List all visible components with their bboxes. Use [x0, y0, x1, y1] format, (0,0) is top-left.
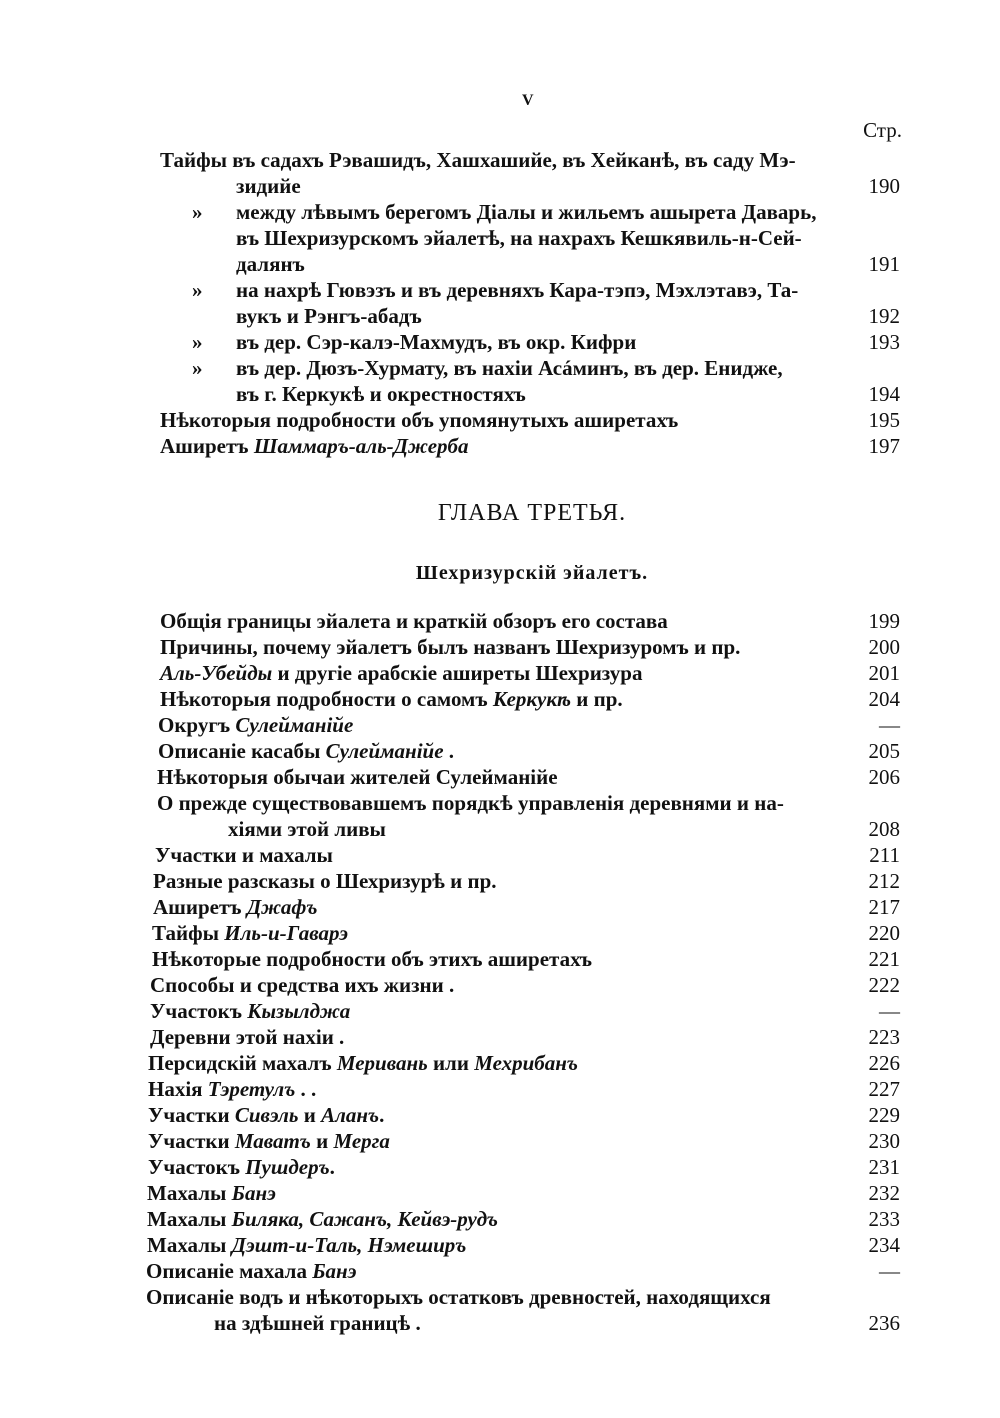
section-title: Шехризурскій эйалетъ.	[415, 562, 649, 584]
toc-entry-suffix: и пр.	[571, 687, 623, 711]
toc-entry-text: Деревни этой нахіи .	[150, 1025, 345, 1049]
toc-entry-text: Нѣкоторыя подробности объ упомянутыхъ аширетахъ	[160, 408, 679, 432]
toc-entry-text: Нѣкоторые подробности объ этихъ аширетахъ	[152, 947, 593, 971]
toc-entry-text: Общія границы эйалета и краткій обзоръ его состава	[160, 609, 668, 633]
toc-entry-page: 232	[868, 1181, 900, 1205]
toc-entry-page: 204	[868, 687, 900, 711]
toc-entry-text	[158, 738, 454, 764]
toc-entry-prefix: Махалы	[147, 1207, 232, 1231]
ditto-mark: »	[192, 200, 203, 224]
toc-entry-italic: Тэретулъ	[207, 1077, 296, 1101]
toc-entry-prefix: Аширетъ	[153, 895, 247, 919]
toc-entry-page: —	[879, 999, 900, 1023]
toc-entry-prefix: Персидскій махалъ	[148, 1051, 337, 1075]
toc-entry-prefix: Тайфы	[152, 921, 225, 945]
toc-entry-page: —	[879, 1259, 900, 1283]
toc-entry-text: Тайфы въ садахъ Рэвашидъ, Хашхашийе, въ Хейканѣ, въ саду Мэ-	[160, 148, 796, 172]
toc-entry-prefix: Нѣкоторыя подробности о самомъ	[160, 687, 493, 711]
ditto-mark: »	[192, 278, 203, 302]
toc-entry-suffix: и другіе арабскіе аширеты Шехризура	[272, 661, 643, 685]
toc-entry-text: далянъ	[236, 252, 305, 276]
toc-entry-prefix: Описаніе махала	[146, 1259, 313, 1283]
toc-entry-page: 234	[868, 1233, 900, 1257]
toc-entry-text	[148, 1050, 578, 1076]
ditto-mark: »	[192, 356, 203, 380]
toc-entry-page: 212	[868, 869, 900, 893]
ditto-mark: »	[192, 330, 203, 354]
toc-entry-prefix: Участокъ	[148, 1155, 246, 1179]
toc-entry-suffix: .	[443, 739, 455, 763]
toc-entry-italic: Аланъ	[321, 1103, 380, 1127]
toc-entry-prefix: Махалы	[147, 1233, 232, 1257]
toc-entry-italic: Банэ	[231, 1181, 276, 1205]
toc-entry-page: 223	[868, 1025, 900, 1049]
chapter-title: ГЛАВА ТРЕТЬЯ.	[437, 500, 627, 526]
toc-entry-page: 199	[868, 609, 900, 633]
toc-entry-prefix: Округъ	[158, 713, 236, 737]
toc-entry-italic: Биляка, Сажанъ, Кейвэ-рудъ	[231, 1207, 498, 1231]
toc-entry-page: 231	[868, 1155, 900, 1179]
toc-entry-italic: Пушдеръ	[245, 1155, 330, 1179]
toc-entry-italic: Мехрибанъ	[474, 1051, 578, 1075]
toc-entry-italic: Банэ	[312, 1259, 357, 1283]
toc-entry-text: зидийе	[236, 174, 301, 198]
toc-entry-text	[153, 894, 317, 920]
toc-entry-text: О прежде существовавшемъ порядкѣ управленія деревнями и на-	[157, 791, 784, 815]
toc-entry-page: 217	[868, 895, 900, 919]
toc-entry-text: на здѣшней границѣ .	[214, 1311, 421, 1335]
toc-entry-page: 226	[868, 1051, 900, 1075]
toc-entry-prefix: Описаніе касабы	[158, 739, 326, 763]
toc-entry-page: 201	[868, 661, 900, 685]
toc-entry-page: 221	[868, 947, 900, 971]
toc-entry-prefix: Нахія	[148, 1077, 208, 1101]
toc-entry-text: Участки и махалы	[155, 843, 333, 867]
toc-entry-text	[148, 1128, 390, 1154]
page-folio: V	[522, 92, 534, 109]
toc-entry-page: 205	[868, 739, 900, 763]
toc-entry-text	[147, 1180, 276, 1206]
toc-entry-text: хіями этой ливы	[228, 817, 386, 841]
toc-entry-suffix: и	[298, 1103, 322, 1127]
toc-entry-prefix: Аширетъ	[160, 434, 249, 458]
toc-entry-text: Способы и средства ихъ жизни .	[150, 973, 455, 997]
toc-entry-page: 200	[868, 635, 900, 659]
toc-entry-page: 211	[869, 843, 900, 867]
toc-entry-italic: Джафъ	[246, 895, 318, 919]
toc-entry-text	[158, 712, 353, 738]
toc-entry-text: въ дер. Сэр-калэ-Махмудъ, въ окр. Кифри	[236, 330, 637, 354]
toc-entry-italic: Иль-и-Гаварэ	[224, 921, 348, 945]
toc-entry-prefix: Участки	[148, 1103, 235, 1127]
toc-entry-page: 220	[868, 921, 900, 945]
toc-entry-page: 233	[868, 1207, 900, 1231]
toc-entry-page: 197	[868, 434, 900, 458]
toc-entry-text: въ г. Керкукѣ и окрестностяхъ	[236, 382, 526, 406]
toc-entry-page: 222	[868, 973, 900, 997]
toc-entry-text	[160, 686, 623, 712]
toc-entry-text	[148, 1154, 335, 1180]
toc-entry-suffix: и	[310, 1129, 334, 1153]
page-column-header: Стр.	[863, 118, 902, 142]
toc-entry-page: 230	[868, 1129, 900, 1153]
toc-entry-page: 191	[868, 252, 900, 276]
toc-entry-text: въ дер. Дюзъ-Хурмату, въ нахіи Асáминъ, въ дер. Енидже,	[236, 356, 783, 380]
toc-entry-text	[160, 433, 469, 459]
toc-entry-prefix: Участки	[148, 1129, 235, 1153]
toc-entry-page: 227	[868, 1077, 900, 1101]
toc-entry-italic: Сулейманійе	[235, 713, 354, 737]
toc-entry-page: 190	[868, 174, 900, 198]
toc-entry-italic: Меривань	[336, 1051, 428, 1075]
toc-entry-text: вукъ и Рэнгъ-абадъ	[236, 304, 422, 328]
toc-entry-text	[146, 1258, 356, 1284]
toc-entry-page: 192	[868, 304, 900, 328]
toc-entry-italic: Мерга	[333, 1129, 390, 1153]
toc-entry-italic: Керкукѣ	[492, 687, 571, 711]
toc-entry-text	[150, 998, 350, 1024]
toc-entry-italic: Кызылджа	[247, 999, 351, 1023]
toc-entry-italic: Шаммаръ-аль-Джерба	[253, 434, 469, 458]
toc-entry-page: 208	[868, 817, 900, 841]
toc-entry-page: 195	[868, 408, 900, 432]
toc-entry-text	[148, 1076, 316, 1102]
toc-entry-text: между лѣвымъ берегомъ Діалы и жильемъ ашырета Даварь,	[236, 200, 817, 224]
toc-entry-page: 229	[868, 1103, 900, 1127]
toc-entry-text	[147, 1206, 498, 1232]
toc-entry-text: на нахрѣ Гювэзъ и въ деревняхъ Кара-тэпэ, Мэхлэтавэ, Та-	[236, 278, 799, 302]
toc-entry-page: 236	[868, 1311, 900, 1335]
toc-entry-italic: Сулейманійе	[325, 739, 444, 763]
toc-entry-page: —	[879, 713, 900, 737]
toc-entry-text: въ Шехризурскомъ эйалетѣ, на нахрахъ Кешкявиль-н-Сей-	[236, 226, 802, 250]
toc-entry-italic: Маватъ	[234, 1129, 311, 1153]
toc-entry-italic: Аль-Убейды	[160, 661, 273, 685]
toc-entry-page: 194	[868, 382, 900, 406]
toc-entry-prefix: Махалы	[147, 1181, 232, 1205]
toc-entry-suffix: .	[379, 1103, 385, 1127]
toc-entry-suffix: . .	[295, 1077, 317, 1101]
toc-entry-text	[152, 920, 348, 946]
toc-entry-suffix: .	[329, 1155, 335, 1179]
toc-entry-text: Разные разсказы о Шехризурѣ и пр.	[153, 869, 497, 893]
toc-entry-suffix: или	[427, 1051, 475, 1075]
toc-entry-italic: Дэшт-и-Таль, Нэмеширъ	[231, 1233, 467, 1257]
toc-entry-text: Причины, почему эйалетъ былъ названъ Шехризуромъ и пр.	[160, 635, 741, 659]
toc-entry-text	[148, 1102, 384, 1128]
toc-entry-text: Описаніе водъ и нѣкоторыхъ остатковъ древностей, находящихся	[146, 1285, 771, 1309]
toc-entry-page: 193	[868, 330, 900, 354]
toc-entry-text: Нѣкоторыя обычаи жителей Сулейманійе	[157, 765, 558, 789]
toc-entry-page: 206	[868, 765, 900, 789]
toc-entry-italic: Сивэль	[234, 1103, 299, 1127]
toc-entry-text	[160, 660, 642, 686]
toc-entry-prefix: Участокъ	[150, 999, 248, 1023]
toc-entry-text	[147, 1232, 466, 1258]
